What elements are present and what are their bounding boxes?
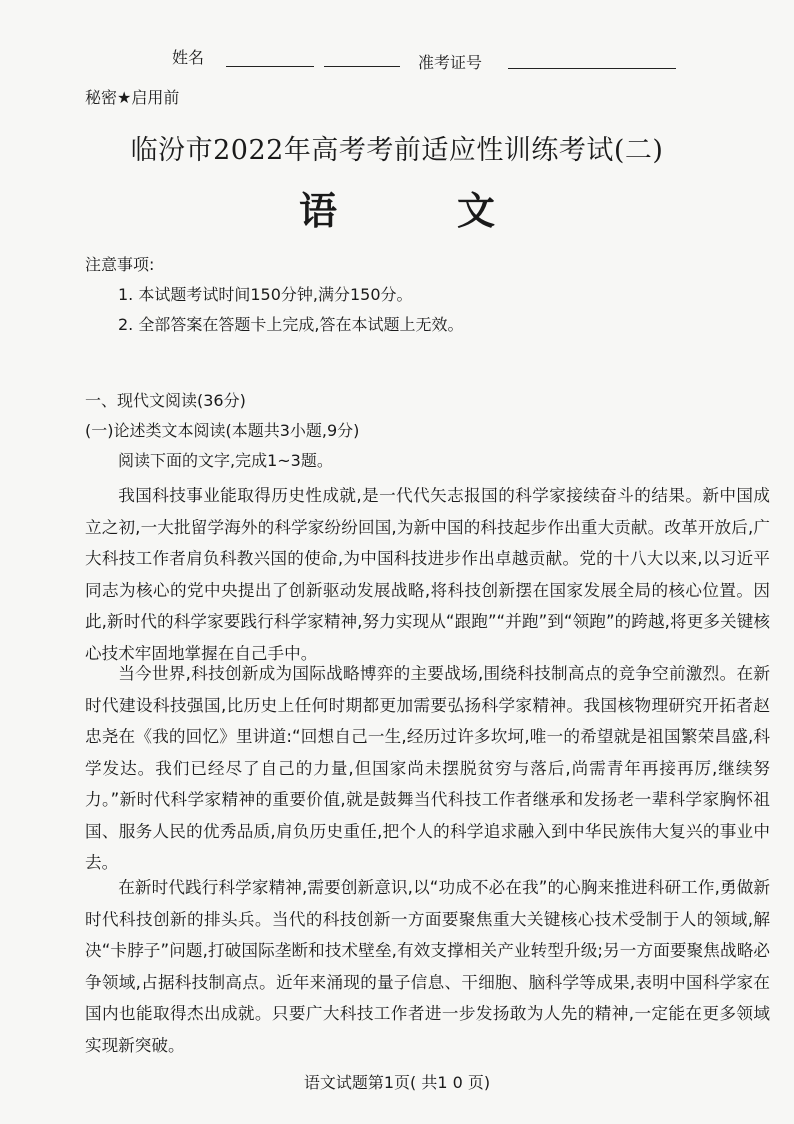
note-item: 1. 本试题考试时间150分钟,满分150分。	[118, 285, 413, 304]
subject-char-2: 文	[457, 189, 496, 233]
confidential-mark: 秘密★启用前	[85, 88, 180, 107]
exam-id-label: 准考证号	[418, 53, 483, 72]
exam-id-blank-line	[508, 68, 676, 69]
name-label: 姓名	[172, 48, 205, 67]
exam-title: 临汾市2022年高考考前适应性训练考试(二)	[130, 135, 664, 166]
subject-char-1: 语	[298, 189, 337, 233]
page-footer: 语文试题第1页( 共1 0 页)	[303, 1073, 491, 1092]
note-item: 2. 全部答案在答题卡上完成,答在本试题上无效。	[118, 315, 464, 334]
section-subtitle: (一)论述类文本阅读(本题共3小题,9分)	[85, 421, 360, 440]
notes-heading: 注意事项:	[85, 255, 155, 274]
passage-paragraph-2: 当今世界,科技创新成为国际战略博弈的主要战场,围绕科技制高点的竞争空前激烈。在新时代建设科技强国,比历史上任何时期都更加需要弘扬科学家精神。我国核物理研究开拓者赵忠尧在《我的回忆》里讲道:“回想自己一生,经历过许多坎坷,唯一的希望就是祖国繁荣昌盛,科学发达。我们已经尽了自己的力量,但国家尚未摆脱贫穷与落后,尚需青年再接再厉,继续努力。”新时代科学家精神的重要价值,就是鼓舞当代科技工作者继承和发扬老一辈科学家胸怀祖国、服务人民的优秀品质,肩负历史重任,把个人的科学追求融入到中华民族伟大复兴的事业中去。	[85, 664, 770, 872]
passage-paragraph-1: 我国科技事业能取得历史性成就,是一代代矢志报国的科学家接续奋斗的结果。新中国成立之初,一大批留学海外的科学家纷纷回国,为新中国的科技起步作出重大贡献。改革开放后,广大科技工作者肩负科教兴国的使命,为中国科技进步作出卓越贡献。党的十八大以来,以习近平同志为核心的党中央提出了创新驱动发展战略,将科技创新摆在国家发展全局的核心位置。因此,新时代的科学家要践行科学家精神,努力实现从“跟跑”“并跑”到“领跑”的跨越,将更多关键核心技术牢固地掌握在自己手中。	[85, 486, 770, 663]
name-blank-line-2	[324, 66, 400, 67]
name-blank-line-1	[226, 66, 314, 67]
section-title: 一、现代文阅读(36分)	[85, 391, 246, 410]
section-instruction: 阅读下面的文字,完成1~3题。	[118, 451, 333, 470]
passage-paragraph-3: 在新时代践行科学家精神,需要创新意识,以“功成不必在我”的心胸来推进科研工作,勇做新时代科技创新的排头兵。当代的科技创新一方面要聚焦重大关键核心技术受制于人的领域,解决“卡脖子”问题,打破国际垄断和技术壁垒,有效支撑相关产业转型升级;另一方面要聚焦战略必争领域,占据科技制高点。近年来涌现的量子信息、干细胞、脑科学等成果,表明中国科学家在国内也能取得杰出成就。只要广大科技工作者进一步发扬敢为人先的精神,一定能在更多领域实现新突破。	[85, 878, 770, 1055]
subject-title	[0, 180, 794, 235]
